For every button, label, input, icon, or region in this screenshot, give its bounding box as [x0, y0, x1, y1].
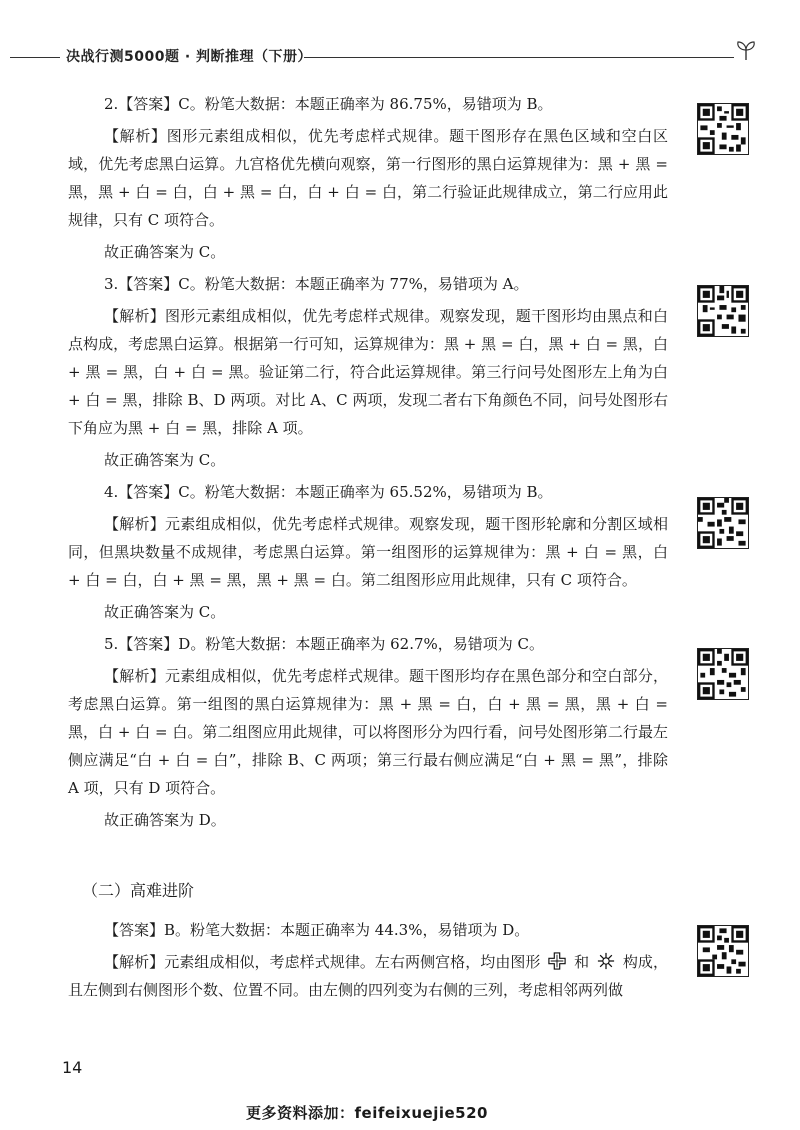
header-rule-left: [10, 57, 60, 58]
analysis-text: 【解析】元素组成相似，优先考虑样式规律。观察发现，题干图形轮廓和分割区域相同，但黑块数量不成规律，考虑黑白运算。第一组图形的运算规律为：黑 + 白 = 黑，白 + 白 = 白，白 + 黑 = 黑，黑 + 黑 = 白。第二组图形应用此规律，只有 C 项符合。: [68, 515, 668, 589]
answer-line: 【答案】B。粉笔大数据：本题正确率为 44.3%，易错项为 D。: [104, 921, 530, 939]
analysis-text: 【解析】图形元素组成相似，优先考虑样式规律。观察发现，题干图形均由黑点和白点构成，考虑黑白运算。根据第一行可知，运算规律为：黑 + 黑 = 白，黑 + 白 = 黑，白 + 黑 = 黑，白 + 白 = 黑。验证第二行，符合此运算规律。第三行问号处图形左上角为白 + 白 = 黑，排除 B、D 两项。对比 A、C 两项，发现二者右下角颜色不同，问号处图形右下角应为黑 + 白 = 黑，排除 A 项。: [68, 307, 668, 437]
analysis-text: 【解析】图形元素组成相似，优先考虑样式规律。题干图形存在黑色区域和空白区域，优先考虑黑白运算。九宫格优先横向观察，第一行图形的黑白运算规律为：黑 + 黑 = 黑，黑 + 白 = 白，白 + 黑 = 白，白 + 白 = 白，第二行验证此规律成立，第二行应用此规律，只有 C 项符合。: [68, 127, 668, 229]
footer-note: 更多资料添加：feifeixuejie520: [246, 1104, 488, 1122]
section-title: （二）高难进阶: [82, 881, 195, 900]
cross-shape-icon: [548, 952, 566, 970]
page-number: 14: [62, 1058, 83, 1077]
analysis-text: 【解析】元素组成相似，优先考虑样式规律。题干图形均存在黑色部分和空白部分，考虑黑白运算。第一组图的黑白运算规律为：黑 + 黑 = 白，白 + 黑 = 黑，黑 + 白 = 黑，白 + 白 = 白。第二组图应用此规律，可以将图形分为四行看，问号处图形第二行最左侧应满足“白 + 白 = 白”，排除 B、C 两项；第三行最右侧应满足“白 + 黑 = 黑”，排除 A 项，只有 D 项符合。: [68, 667, 668, 797]
header-rule-right: [304, 57, 734, 58]
qr-code-icon[interactable]: [697, 103, 749, 155]
answer-line: 2.【答案】C。粉笔大数据：本题正确率为 86.75%，易错项为 B。: [104, 95, 553, 113]
analysis-and: 和: [574, 953, 590, 971]
answer-line: 4.【答案】C。粉笔大数据：本题正确率为 65.52%，易错项为 B。: [104, 483, 553, 501]
analysis-text: [68, 948, 668, 1004]
qr-code-icon[interactable]: [697, 285, 749, 337]
answer-content: [68, 90, 668, 838]
qr-code-icon[interactable]: [697, 925, 749, 977]
conclusion-text: 故正确答案为 D。: [104, 811, 226, 829]
qr-code-icon[interactable]: [697, 648, 749, 700]
book-title: 决战行测5000题 · 判断推理（下册）: [66, 49, 313, 65]
qr-code-icon[interactable]: [697, 497, 749, 549]
sprout-icon: [734, 38, 758, 62]
analysis-text-part1: 【解析】元素组成相似，考虑样式规律。左右两侧宫格，均由图形: [104, 953, 541, 971]
advanced-content: [68, 916, 668, 1008]
answer-line: 5.【答案】D。粉笔大数据：本题正确率为 62.7%，易错项为 C。: [104, 635, 545, 653]
analysis-text-part2: 构成，且左侧到右侧图形个数、位置不同。由左侧的四列变为右侧的三列，考虑相邻两列做: [68, 953, 668, 999]
conclusion-text: 故正确答案为 C。: [104, 451, 226, 469]
conclusion-text: 故正确答案为 C。: [104, 603, 226, 621]
page-header: [0, 0, 800, 80]
answer-line: 3.【答案】C。粉笔大数据：本题正确率为 77%，易错项为 A。: [104, 275, 529, 293]
conclusion-text: 故正确答案为 C。: [104, 243, 226, 261]
starburst-icon: [597, 952, 615, 970]
